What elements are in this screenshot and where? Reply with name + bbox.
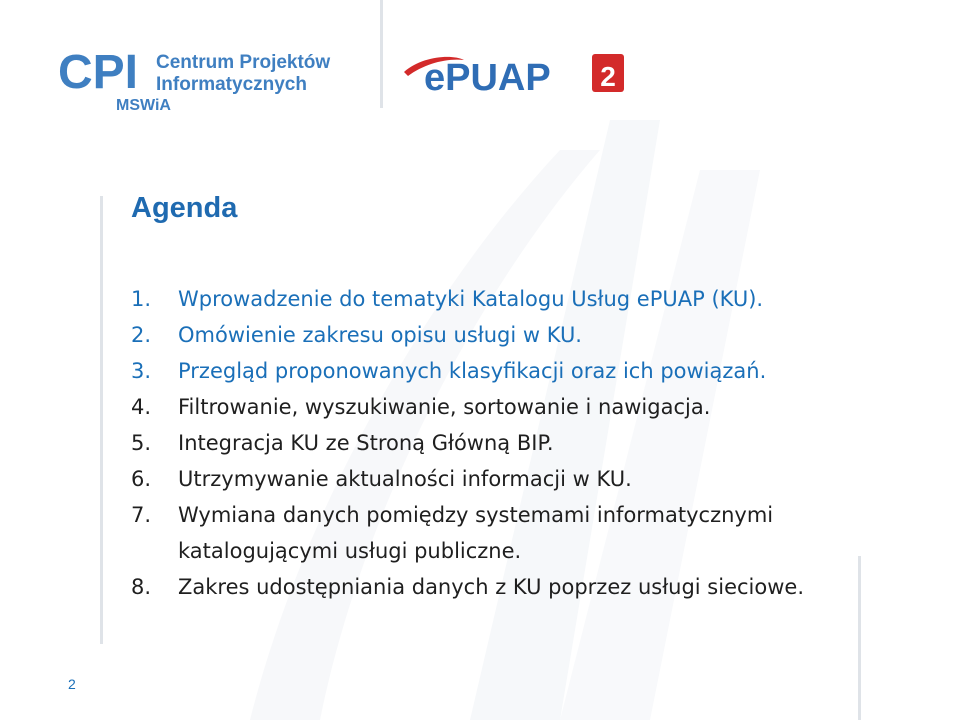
agenda-item-number: 2.: [131, 323, 152, 347]
slide-title: Agenda: [131, 192, 238, 224]
left-rule: [100, 196, 103, 644]
right-rule: [858, 556, 861, 720]
agenda-item-text: Integracja KU ze Stroną Główną BIP.: [178, 431, 554, 455]
agenda-item-text: Omówienie zakresu opisu usługi w KU.: [178, 323, 582, 347]
agenda-item-number: 1.: [131, 287, 152, 311]
agenda-item-number: 5.: [131, 431, 152, 455]
agenda-item-number: 4.: [131, 395, 152, 419]
header-divider: [380, 0, 383, 108]
epuap-badge-text: 2: [600, 61, 616, 92]
cpi-logo-line1: Centrum Projektów: [156, 52, 331, 73]
agenda-item-text: Wprowadzenie do tematyki Katalogu Usług ePUAP (KU).: [178, 287, 764, 311]
cpi-logo-letters: CPI: [58, 46, 139, 99]
agenda-item-5: [131, 425, 851, 461]
agenda-item-number: 3.: [131, 359, 152, 383]
epuap-logo: [402, 50, 632, 100]
agenda-item-text: Utrzymywanie aktualności informacji w KU.: [178, 467, 632, 491]
agenda-item-number: 7.: [131, 503, 152, 527]
agenda-item-number: 6.: [131, 467, 152, 491]
agenda-item-text: Zakres udostępniania danych z KU poprzez usługi sieciowe.: [178, 575, 805, 599]
agenda-item-number: 8.: [131, 575, 152, 599]
agenda-item-text: Filtrowanie, wyszukiwanie, sortowanie i nawigacja.: [178, 395, 711, 419]
epuap-logo-text: ePUAP: [424, 57, 551, 99]
agenda-item-6: [131, 461, 851, 497]
page-number: 2: [68, 676, 76, 692]
agenda-item-7: [131, 497, 851, 569]
agenda-item-1: [131, 281, 851, 317]
agenda-item-8: [131, 569, 851, 605]
cpi-logo: [58, 44, 348, 114]
agenda-item-3: [131, 353, 851, 389]
agenda-item-2: [131, 317, 851, 353]
cpi-logo-line2: Informatycznych: [156, 74, 307, 95]
agenda-item-text: Wymiana danych pomiędzy systemami informatycznymi katalogującymi usługi publiczne.: [178, 503, 774, 563]
agenda-item-text: Przegląd proponowanych klasyfikacji oraz ich powiązań.: [178, 359, 767, 383]
cpi-logo-sub: MSWiA: [116, 97, 171, 114]
agenda-item-4: [131, 389, 851, 425]
agenda-list: [131, 281, 851, 605]
